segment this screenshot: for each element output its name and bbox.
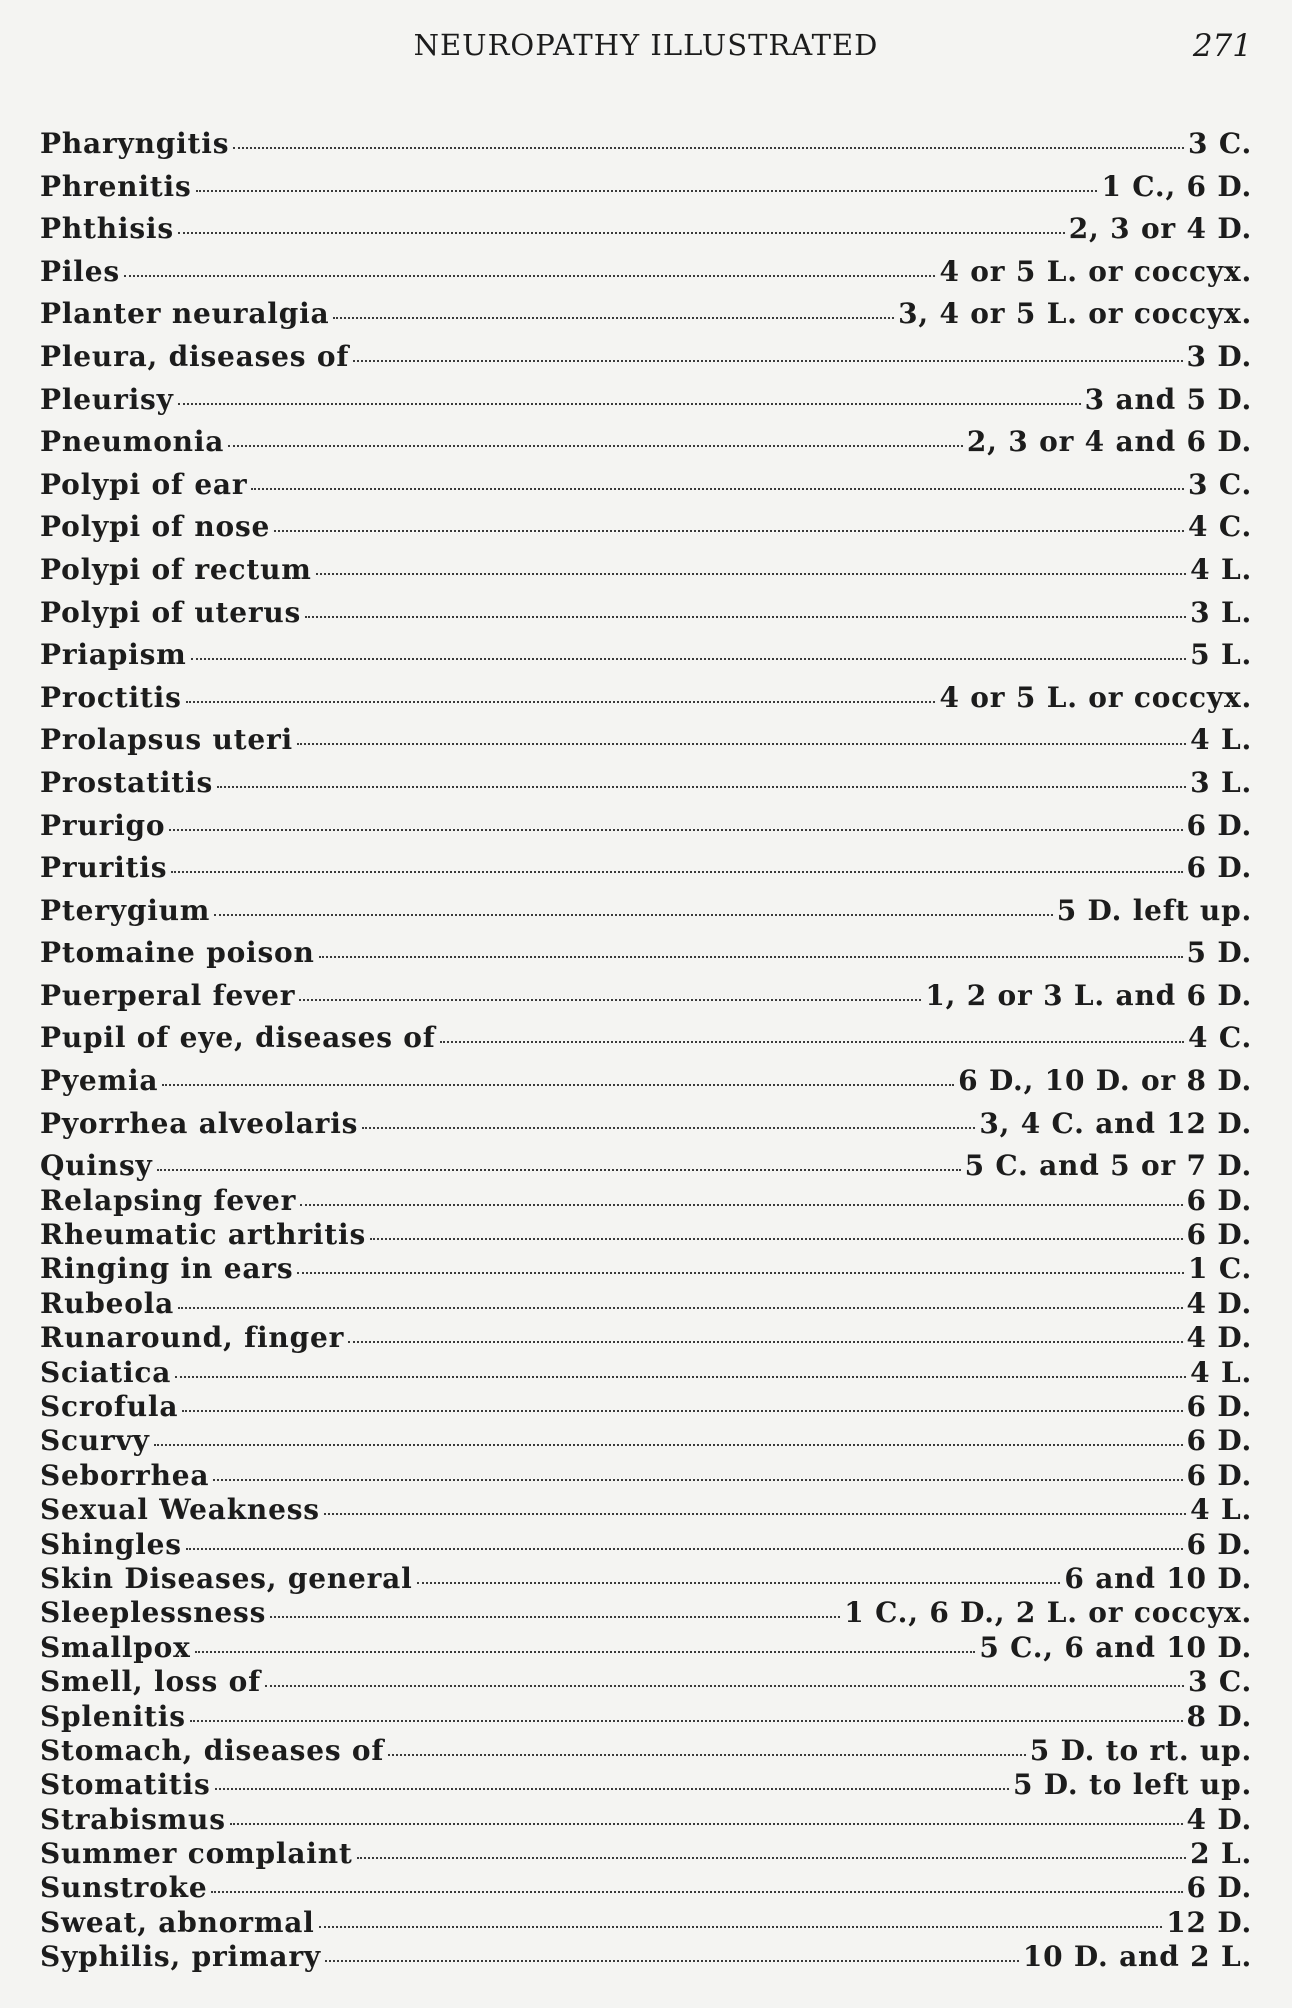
page-header	[40, 28, 1252, 68]
index-entry	[40, 1871, 1252, 1908]
dot-leader	[178, 232, 1065, 234]
entry-term: Prolapsus uteri	[40, 723, 293, 757]
dot-leader	[265, 1685, 1184, 1687]
dot-leader	[297, 743, 1186, 745]
dot-leader	[228, 445, 963, 447]
entry-reference: 3, 4 C. and 12 D.	[979, 1106, 1252, 1140]
dot-leader	[186, 701, 936, 703]
entry-reference: 6 D.	[1186, 1183, 1252, 1217]
index-entry	[40, 297, 1252, 343]
index-entry	[40, 339, 1252, 386]
entry-term: Smell, loss of	[40, 1665, 261, 1699]
index-entry	[40, 1424, 1252, 1461]
entry-reference: 4 C.	[1188, 510, 1252, 544]
index-entry	[40, 765, 1252, 812]
entry-reference: 6 D.	[1186, 1527, 1252, 1561]
entry-term: Sleeplessness	[40, 1596, 267, 1630]
index-entry	[40, 1458, 1252, 1496]
entry-term: Planter neuralgia	[40, 297, 330, 331]
dot-leader	[325, 1960, 1019, 1962]
index-entry	[40, 254, 1252, 301]
entry-reference: 4 L.	[1190, 723, 1252, 757]
entry-term: Polypi of rectum	[40, 552, 312, 586]
entry-reference: 6 D.	[1186, 1389, 1252, 1423]
index-entry	[40, 382, 1252, 429]
dot-leader	[300, 1204, 1182, 1206]
entry-term: Sexual Weakness	[40, 1493, 320, 1527]
dot-leader	[305, 616, 1186, 618]
entry-term: Pterygium	[40, 893, 211, 927]
index-entry	[40, 1321, 1252, 1358]
dot-leader	[440, 1041, 1184, 1043]
index-entry	[40, 212, 1252, 258]
entry-term: Pleurisy	[40, 382, 174, 416]
index-entry	[40, 1596, 1252, 1633]
dot-leader	[217, 786, 1186, 788]
entry-term: Ptomaine poison	[40, 936, 315, 970]
index-group-1	[40, 127, 1252, 1152]
dot-leader	[162, 1084, 954, 1086]
entry-term: Sciatica	[40, 1355, 172, 1389]
entry-reference: 2 L.	[1190, 1837, 1252, 1871]
entry-term: Runaround, finger	[40, 1321, 345, 1355]
dot-leader	[324, 1513, 1186, 1515]
index-group-2	[40, 1149, 1252, 1977]
dot-leader	[357, 1857, 1187, 1859]
entry-reference: 3 C.	[1188, 467, 1252, 501]
dot-leader	[182, 1410, 1182, 1412]
dot-leader	[124, 275, 936, 277]
entry-reference: 3 C.	[1188, 127, 1252, 160]
entry-term: Pharyngitis	[40, 127, 230, 160]
index-entry	[40, 425, 1252, 471]
entry-reference: 3 and 5 D.	[1084, 382, 1252, 416]
entry-term: Rubeola	[40, 1286, 175, 1320]
entry-term: Pyemia	[40, 1064, 159, 1098]
dot-leader	[270, 1616, 840, 1618]
entry-reference: 6 D.	[1186, 1218, 1252, 1252]
entry-reference: 6 D., 10 D. or 8 D.	[958, 1064, 1252, 1098]
dot-leader	[157, 1169, 961, 1171]
entry-reference: 4 L.	[1190, 1493, 1252, 1527]
running-title: NEUROPATHY ILLUSTRATED	[413, 28, 879, 62]
dot-leader	[175, 1376, 1186, 1378]
index-entry	[40, 1493, 1252, 1530]
dot-leader	[388, 1754, 1026, 1756]
entry-reference: 1 C., 6 D., 2 L. or coccyx.	[844, 1596, 1252, 1630]
dot-leader	[251, 488, 1184, 490]
entry-term: Quinsy	[40, 1149, 153, 1183]
entry-term: Syphilis, primary	[40, 1940, 321, 1974]
entry-term: Sweat, abnormal	[40, 1905, 315, 1939]
entry-reference: 6 D.	[1186, 808, 1252, 842]
index-entry	[40, 1527, 1252, 1565]
entry-term: Relapsing fever	[40, 1183, 297, 1217]
entry-reference: 3 L.	[1190, 595, 1252, 629]
entry-reference: 5 C., 6 and 10 D.	[979, 1630, 1252, 1664]
entry-term: Prurigo	[40, 808, 166, 842]
dot-leader	[195, 1651, 976, 1653]
dot-leader	[178, 403, 1081, 405]
entry-term: Shingles	[40, 1527, 182, 1561]
index-entry	[40, 1665, 1252, 1702]
entry-term: Rheumatic arthritis	[40, 1218, 367, 1252]
dot-leader	[353, 360, 1182, 362]
index-entry	[40, 723, 1252, 769]
entry-reference: 4 L.	[1190, 552, 1252, 586]
entry-term: Summer complaint	[40, 1837, 353, 1871]
dot-leader	[190, 1720, 1183, 1722]
index-entry	[40, 1630, 1252, 1668]
page-number: 271	[1192, 28, 1252, 64]
entry-reference: 1 C., 6 D.	[1101, 169, 1252, 203]
entry-term: Phthisis	[40, 212, 174, 246]
index-entry	[40, 808, 1252, 855]
index-entry	[40, 1733, 1252, 1771]
entry-reference: 4 or 5 L. or coccyx.	[939, 680, 1252, 714]
entry-reference: 3 L.	[1190, 765, 1252, 799]
entry-term: Strabismus	[40, 1802, 226, 1836]
entry-term: Stomatitis	[40, 1768, 211, 1802]
index-entry	[40, 1561, 1252, 1599]
entry-reference: 4 L.	[1190, 1355, 1252, 1389]
dot-leader	[299, 999, 921, 1001]
dot-leader	[154, 1444, 1183, 1446]
entry-reference: 5 D. left up.	[1056, 893, 1252, 927]
index-entry	[40, 467, 1252, 514]
dot-leader	[214, 914, 1052, 916]
dot-leader	[215, 1788, 1009, 1790]
entry-term: Priapism	[40, 638, 187, 672]
index-entry	[40, 510, 1252, 556]
entry-term: Polypi of nose	[40, 510, 271, 544]
index-entry	[40, 1183, 1252, 1221]
entry-term: Prostatitis	[40, 765, 214, 799]
entry-term: Polypi of uterus	[40, 595, 302, 629]
dot-leader	[230, 1823, 1183, 1825]
entry-term: Pupil of eye, diseases of	[40, 1021, 436, 1055]
entry-term: Skin Diseases, general	[40, 1561, 413, 1595]
index-entry	[40, 127, 1252, 173]
index-entry	[40, 1286, 1252, 1324]
entry-term: Seborrhea	[40, 1458, 210, 1492]
entry-reference: 5 D. to left up.	[1012, 1768, 1252, 1802]
entry-reference: 1, 2 or 3 L. and 6 D.	[925, 978, 1252, 1012]
dot-leader	[178, 1307, 1182, 1309]
dot-leader	[370, 1238, 1182, 1240]
index-entry	[40, 1106, 1252, 1153]
dot-leader	[316, 573, 1186, 575]
entry-reference: 1 C.	[1188, 1252, 1252, 1286]
dot-leader	[319, 1926, 1163, 1928]
index-entry	[40, 1699, 1252, 1737]
index-entry	[40, 1064, 1252, 1110]
index-entry	[40, 552, 1252, 599]
entry-reference: 4 or 5 L. or coccyx.	[939, 254, 1252, 288]
entry-term: Sunstroke	[40, 1871, 208, 1905]
entry-reference: 5 D. to rt. up.	[1029, 1733, 1252, 1767]
index-entry	[40, 978, 1252, 1025]
index-entry	[40, 936, 1252, 982]
dot-leader	[211, 1891, 1182, 1893]
index-entry	[40, 1355, 1252, 1393]
entry-reference: 5 D.	[1186, 936, 1252, 970]
index-entry	[40, 1905, 1252, 1943]
dot-leader	[213, 1479, 1182, 1481]
dot-leader	[297, 1272, 1184, 1274]
entry-reference: 3 D.	[1186, 339, 1252, 373]
index-entry	[40, 1149, 1252, 1186]
entry-term: Pleura, diseases of	[40, 339, 350, 373]
entry-term: Phrenitis	[40, 169, 192, 203]
index-entry	[40, 1802, 1252, 1840]
dot-leader	[274, 530, 1184, 532]
index-list	[40, 127, 1252, 1978]
entry-reference: 6 D.	[1186, 1871, 1252, 1905]
entry-reference: 10 D. and 2 L.	[1022, 1940, 1252, 1974]
dot-leader	[169, 829, 1182, 831]
index-entry	[40, 638, 1252, 684]
entry-reference: 2, 3 or 4 D.	[1068, 212, 1252, 246]
entry-reference: 2, 3 or 4 and 6 D.	[966, 425, 1252, 459]
entry-reference: 5 C. and 5 or 7 D.	[964, 1149, 1252, 1183]
index-entry	[40, 1768, 1252, 1805]
index-entry	[40, 893, 1252, 940]
entry-reference: 4 C.	[1188, 1021, 1252, 1055]
dot-leader	[417, 1582, 1061, 1584]
entry-reference: 3, 4 or 5 L. or coccyx.	[898, 297, 1252, 331]
entry-reference: 12 D.	[1166, 1905, 1252, 1939]
entry-term: Splenitis	[40, 1699, 186, 1733]
entry-reference: 6 D.	[1186, 851, 1252, 885]
entry-term: Stomach, diseases of	[40, 1733, 385, 1767]
entry-term: Scurvy	[40, 1424, 150, 1458]
entry-reference: 6 and 10 D.	[1064, 1561, 1252, 1595]
dot-leader	[348, 1341, 1182, 1343]
dot-leader	[319, 956, 1183, 958]
index-entry	[40, 1252, 1252, 1289]
entry-term: Pyorrhea alveolaris	[40, 1106, 359, 1140]
entry-term: Polypi of ear	[40, 467, 248, 501]
index-entry	[40, 1021, 1252, 1067]
index-entry	[40, 680, 1252, 727]
index-entry	[40, 851, 1252, 897]
entry-term: Proctitis	[40, 680, 182, 714]
index-entry	[40, 1389, 1252, 1427]
entry-reference: 6 D.	[1186, 1424, 1252, 1458]
entry-term: Piles	[40, 254, 120, 288]
entry-reference: 4 D.	[1186, 1321, 1252, 1355]
entry-term: Puerperal fever	[40, 978, 296, 1012]
index-entry	[40, 169, 1252, 216]
entry-reference: 4 D.	[1186, 1286, 1252, 1320]
index-entry	[40, 1940, 1252, 1977]
dot-leader	[362, 1127, 975, 1129]
index-entry	[40, 595, 1252, 642]
entry-reference: 3 C.	[1188, 1665, 1252, 1699]
index-entry	[40, 1837, 1252, 1874]
entry-term: Scrofula	[40, 1389, 179, 1423]
dot-leader	[196, 190, 1098, 192]
entry-term: Smallpox	[40, 1630, 191, 1664]
dot-leader	[171, 871, 1182, 873]
dot-leader	[333, 317, 894, 319]
entry-term: Pruritis	[40, 851, 168, 885]
entry-reference: 4 D.	[1186, 1802, 1252, 1836]
entry-reference: 8 D.	[1186, 1699, 1252, 1733]
entry-reference: 6 D.	[1186, 1458, 1252, 1492]
index-entry	[40, 1218, 1252, 1255]
entry-reference: 5 L.	[1190, 638, 1252, 672]
entry-term: Ringing in ears	[40, 1252, 294, 1286]
dot-leader	[191, 658, 1187, 660]
dot-leader	[186, 1548, 1183, 1550]
dot-leader	[233, 147, 1184, 149]
entry-term: Pneumonia	[40, 425, 225, 459]
